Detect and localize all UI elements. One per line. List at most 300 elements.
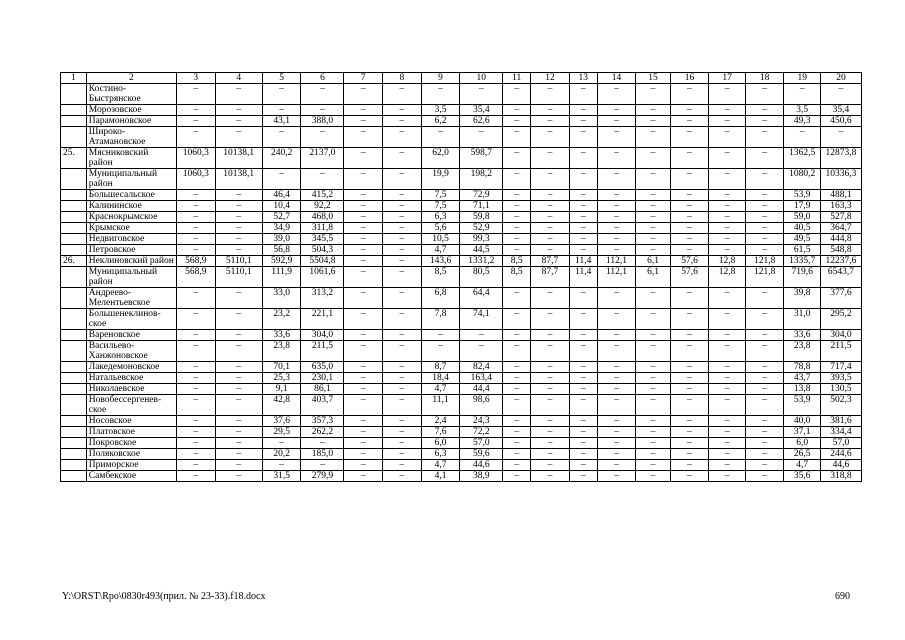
value-cell: 211,5 [301,341,344,362]
column-number-18: 18 [745,73,784,84]
value-cell: 57,0 [460,438,503,449]
value-cell: – [531,362,570,373]
value-cell: – [636,309,670,330]
value-cell: – [301,105,344,116]
value-cell: – [670,330,709,341]
value-cell: 5504,8 [301,256,344,267]
value-cell: – [636,460,670,471]
value-cell: – [569,427,597,438]
value-cell: – [569,471,597,482]
value-cell: – [383,116,422,127]
value-cell: 25,3 [262,373,301,384]
value-cell: 46,4 [262,190,301,201]
value-cell: 72,9 [460,190,503,201]
territory-name-cell: Носовское [86,416,176,427]
value-cell: 5110,1 [215,256,262,267]
value-cell: 5,6 [421,223,460,234]
column-number-12: 12 [531,73,570,84]
value-cell: 23,8 [262,341,301,362]
territory-name-cell: Самбекское [86,471,176,482]
value-cell: – [344,416,383,427]
value-cell: 393,5 [820,373,861,384]
column-number-14: 14 [597,73,636,84]
value-cell: – [344,245,383,256]
value-cell: 568,9 [176,256,215,267]
value-cell: – [569,330,597,341]
column-number-19: 19 [784,73,821,84]
value-cell: – [531,169,570,190]
value-cell: 40,5 [784,223,821,234]
value-cell: – [569,384,597,395]
value-cell: – [531,116,570,127]
value-cell: – [344,341,383,362]
value-cell: – [503,362,531,373]
value-cell: 3,5 [421,105,460,116]
value-cell: 37,1 [784,427,821,438]
value-cell: – [709,148,746,169]
value-cell: – [569,341,597,362]
value-cell: 57,6 [670,256,709,267]
value-cell: 240,2 [262,148,301,169]
row-number-cell [61,330,87,341]
table-row [61,288,862,309]
value-cell: – [636,384,670,395]
value-cell: – [344,460,383,471]
value-cell: – [383,245,422,256]
value-cell: – [597,471,636,482]
value-cell: – [670,416,709,427]
value-cell: 23,8 [784,341,821,362]
value-cell: – [531,84,570,105]
territory-name-cell: Морозовское [86,105,176,116]
value-cell: – [383,471,422,482]
value-cell: – [709,127,746,148]
value-cell: – [383,267,422,288]
value-cell: – [709,384,746,395]
value-cell: – [531,471,570,482]
value-cell: – [597,395,636,416]
value-cell: 357,3 [301,416,344,427]
value-cell: – [215,341,262,362]
value-cell: 49,5 [784,234,821,245]
value-cell: – [383,449,422,460]
value-cell: 12237,6 [820,256,861,267]
table-row [61,362,862,373]
value-cell: – [597,127,636,148]
value-cell: – [383,201,422,212]
column-number-17: 17 [709,73,746,84]
value-cell: – [569,212,597,223]
value-cell: – [176,416,215,427]
value-cell: – [636,341,670,362]
value-cell: 10,4 [262,201,301,212]
value-cell: – [709,449,746,460]
value-cell: – [176,116,215,127]
value-cell: 8,5 [503,256,531,267]
value-cell: – [820,84,861,105]
value-cell: – [215,212,262,223]
value-cell: – [176,245,215,256]
table-row [61,245,862,256]
value-cell: – [569,288,597,309]
value-cell: 62,0 [421,148,460,169]
value-cell: – [176,309,215,330]
territory-name-cell: Калининское [86,201,176,212]
value-cell: 1331,2 [460,256,503,267]
value-cell: – [531,341,570,362]
table-row [61,84,862,105]
value-cell: – [745,362,784,373]
value-cell: – [670,234,709,245]
value-cell: 10138,1 [215,148,262,169]
value-cell: – [176,330,215,341]
value-cell: – [383,330,422,341]
value-cell: – [503,471,531,482]
territory-name-cell: Большенеклинов-ское [86,309,176,330]
value-cell: – [383,460,422,471]
value-cell: 403,7 [301,395,344,416]
value-cell: 185,0 [301,449,344,460]
value-cell: – [709,438,746,449]
value-cell: – [503,416,531,427]
value-cell: 4,7 [421,460,460,471]
value-cell: – [745,245,784,256]
column-number-2: 2 [86,73,176,84]
value-cell: – [569,395,597,416]
territory-name-cell: Костино-Быстрянское [86,84,176,105]
value-cell: – [531,309,570,330]
value-cell: – [597,288,636,309]
value-cell: – [503,234,531,245]
value-cell: – [262,84,301,105]
value-cell: – [597,438,636,449]
value-cell: – [176,105,215,116]
value-cell: 9,1 [262,384,301,395]
value-cell: – [745,471,784,482]
value-cell: 92,2 [301,201,344,212]
territory-name-cell: Платовское [86,427,176,438]
value-cell: 388,0 [301,116,344,127]
value-cell: – [383,309,422,330]
value-cell: – [176,201,215,212]
value-cell: 74,1 [460,309,503,330]
value-cell: – [176,190,215,201]
value-cell: – [531,427,570,438]
value-cell: 364,7 [820,223,861,234]
value-cell: 112,1 [597,267,636,288]
value-cell: 39,0 [262,234,301,245]
row-number-cell [61,438,87,449]
value-cell: – [636,148,670,169]
value-cell: – [709,309,746,330]
value-cell: 304,0 [820,330,861,341]
value-cell: – [745,438,784,449]
value-cell: 2,4 [421,416,460,427]
territory-name-cell: Неклиновский район [86,256,176,267]
value-cell: – [344,471,383,482]
value-cell: – [383,256,422,267]
value-cell: – [503,384,531,395]
value-cell: 23,2 [262,309,301,330]
value-cell: – [709,341,746,362]
value-cell: – [383,288,422,309]
value-cell: – [745,449,784,460]
value-cell: – [383,438,422,449]
value-cell: 6,2 [421,116,460,127]
table-row [61,267,862,288]
value-cell: – [215,105,262,116]
value-cell: 4,7 [784,460,821,471]
table-row [61,212,862,223]
value-cell: – [215,373,262,384]
value-cell: 7,5 [421,201,460,212]
value-cell: – [745,234,784,245]
value-cell: – [597,449,636,460]
value-cell: – [569,245,597,256]
value-cell: 244,6 [820,449,861,460]
value-cell: – [531,245,570,256]
value-cell: – [460,127,503,148]
row-number-cell [61,449,87,460]
value-cell: – [636,169,670,190]
value-cell: 10138,1 [215,169,262,190]
value-cell: – [503,223,531,234]
value-cell: – [215,330,262,341]
value-cell: 163,4 [460,373,503,384]
value-cell: 19,9 [421,169,460,190]
value-cell: – [503,449,531,460]
value-cell: 502,3 [820,395,861,416]
value-cell: 6,0 [421,438,460,449]
table-row [61,416,862,427]
column-number-13: 13 [569,73,597,84]
value-cell: – [460,341,503,362]
value-cell: – [709,223,746,234]
value-cell: 12,8 [709,267,746,288]
value-cell: – [569,416,597,427]
value-cell: – [597,201,636,212]
value-cell: – [709,212,746,223]
value-cell: 198,2 [460,169,503,190]
value-cell: 10336,3 [820,169,861,190]
value-cell: 7,8 [421,309,460,330]
value-cell: – [531,416,570,427]
value-cell: – [709,84,746,105]
value-cell: – [636,116,670,127]
row-number-cell [61,190,87,201]
value-cell: 43,7 [784,373,821,384]
value-cell: – [597,190,636,201]
value-cell: – [569,116,597,127]
value-cell: 313,2 [301,288,344,309]
table-row [61,438,862,449]
value-cell: – [503,116,531,127]
value-cell: – [709,190,746,201]
value-cell: – [176,288,215,309]
value-cell: 444,8 [820,234,861,245]
column-number-8: 8 [383,73,422,84]
table-row [61,116,862,127]
territory-name-cell: Васильево-Ханжоновское [86,341,176,362]
value-cell: – [636,416,670,427]
table-row [61,169,862,190]
value-cell: – [531,223,570,234]
column-number-16: 16 [670,73,709,84]
value-cell: 72,2 [460,427,503,438]
value-cell: – [383,190,422,201]
table-row [61,384,862,395]
value-cell: – [215,84,262,105]
value-cell: 381,6 [820,416,861,427]
value-cell: 82,4 [460,362,503,373]
value-cell: – [569,460,597,471]
value-cell: – [344,234,383,245]
value-cell: – [344,438,383,449]
value-cell: – [636,190,670,201]
value-cell: – [421,330,460,341]
value-cell: 18,4 [421,373,460,384]
value-cell: 49,3 [784,116,821,127]
value-cell: 33,6 [262,330,301,341]
value-cell: – [301,438,344,449]
value-cell: – [531,373,570,384]
value-cell: – [636,105,670,116]
column-number-3: 3 [176,73,215,84]
value-cell: – [569,201,597,212]
value-cell: – [670,341,709,362]
value-cell: – [383,384,422,395]
value-cell: – [531,438,570,449]
value-cell: 143,6 [421,256,460,267]
value-cell: – [503,169,531,190]
value-cell: – [383,212,422,223]
value-cell: – [344,309,383,330]
value-cell: – [670,438,709,449]
value-cell: 52,7 [262,212,301,223]
value-cell: – [176,438,215,449]
value-cell: – [597,105,636,116]
value-cell: – [215,309,262,330]
value-cell: – [569,148,597,169]
value-cell: – [670,373,709,384]
value-cell: 345,5 [301,234,344,245]
value-cell: – [215,245,262,256]
value-cell: – [503,341,531,362]
value-cell: – [344,256,383,267]
value-cell: 87,7 [531,256,570,267]
value-cell: – [670,105,709,116]
value-cell: – [344,84,383,105]
value-cell: 11,1 [421,395,460,416]
row-number-cell [61,288,87,309]
value-cell: – [531,288,570,309]
value-cell: 61,5 [784,245,821,256]
value-cell: – [344,116,383,127]
column-number-1: 1 [61,73,87,84]
value-cell: – [745,148,784,169]
value-cell: – [784,84,821,105]
value-cell: – [176,373,215,384]
value-cell: – [344,384,383,395]
value-cell: – [670,190,709,201]
value-cell: 568,9 [176,267,215,288]
row-number-cell [61,223,87,234]
value-cell: – [670,384,709,395]
territory-name-cell: Муниципальный район [86,267,176,288]
value-cell: – [503,190,531,201]
row-number-cell [61,105,87,116]
value-cell: 1060,3 [176,169,215,190]
value-cell: – [745,190,784,201]
table-row [61,127,862,148]
value-cell: – [709,116,746,127]
row-number-cell [61,460,87,471]
value-cell: 42,8 [262,395,301,416]
value-cell: – [421,341,460,362]
value-cell: 11,4 [569,267,597,288]
table-row [61,330,862,341]
value-cell: 43,1 [262,116,301,127]
value-cell: – [531,201,570,212]
value-cell: – [569,234,597,245]
value-cell: – [215,288,262,309]
value-cell: – [421,127,460,148]
value-cell: – [670,449,709,460]
value-cell: – [569,190,597,201]
value-cell: – [709,395,746,416]
value-cell: – [301,127,344,148]
value-cell: – [745,341,784,362]
value-cell: – [176,362,215,373]
value-cell: – [344,267,383,288]
value-cell: – [709,234,746,245]
value-cell: 377,6 [820,288,861,309]
value-cell: 450,6 [820,116,861,127]
value-cell: – [215,190,262,201]
value-cell: – [344,212,383,223]
value-cell: 6543,7 [820,267,861,288]
value-cell: – [215,427,262,438]
value-cell: – [460,84,503,105]
value-cell: 62,6 [460,116,503,127]
value-cell: – [670,84,709,105]
value-cell: – [344,105,383,116]
column-number-15: 15 [636,73,670,84]
value-cell: – [344,395,383,416]
value-cell: – [215,127,262,148]
value-cell: 57,0 [820,438,861,449]
value-cell: – [709,427,746,438]
value-cell: – [670,427,709,438]
value-cell: – [709,105,746,116]
row-number-cell [61,384,87,395]
value-cell: 59,8 [460,212,503,223]
value-cell: – [176,449,215,460]
value-cell: 33,0 [262,288,301,309]
value-cell: – [503,373,531,384]
value-cell: 44,6 [820,460,861,471]
table-row [61,148,862,169]
territory-name-cell: Мясниковский район [86,148,176,169]
value-cell: 38,9 [460,471,503,482]
value-cell: – [531,460,570,471]
value-cell: – [636,201,670,212]
column-number-20: 20 [820,73,861,84]
value-cell: – [709,416,746,427]
value-cell: 57,6 [670,267,709,288]
value-cell: – [597,309,636,330]
value-cell: – [344,427,383,438]
